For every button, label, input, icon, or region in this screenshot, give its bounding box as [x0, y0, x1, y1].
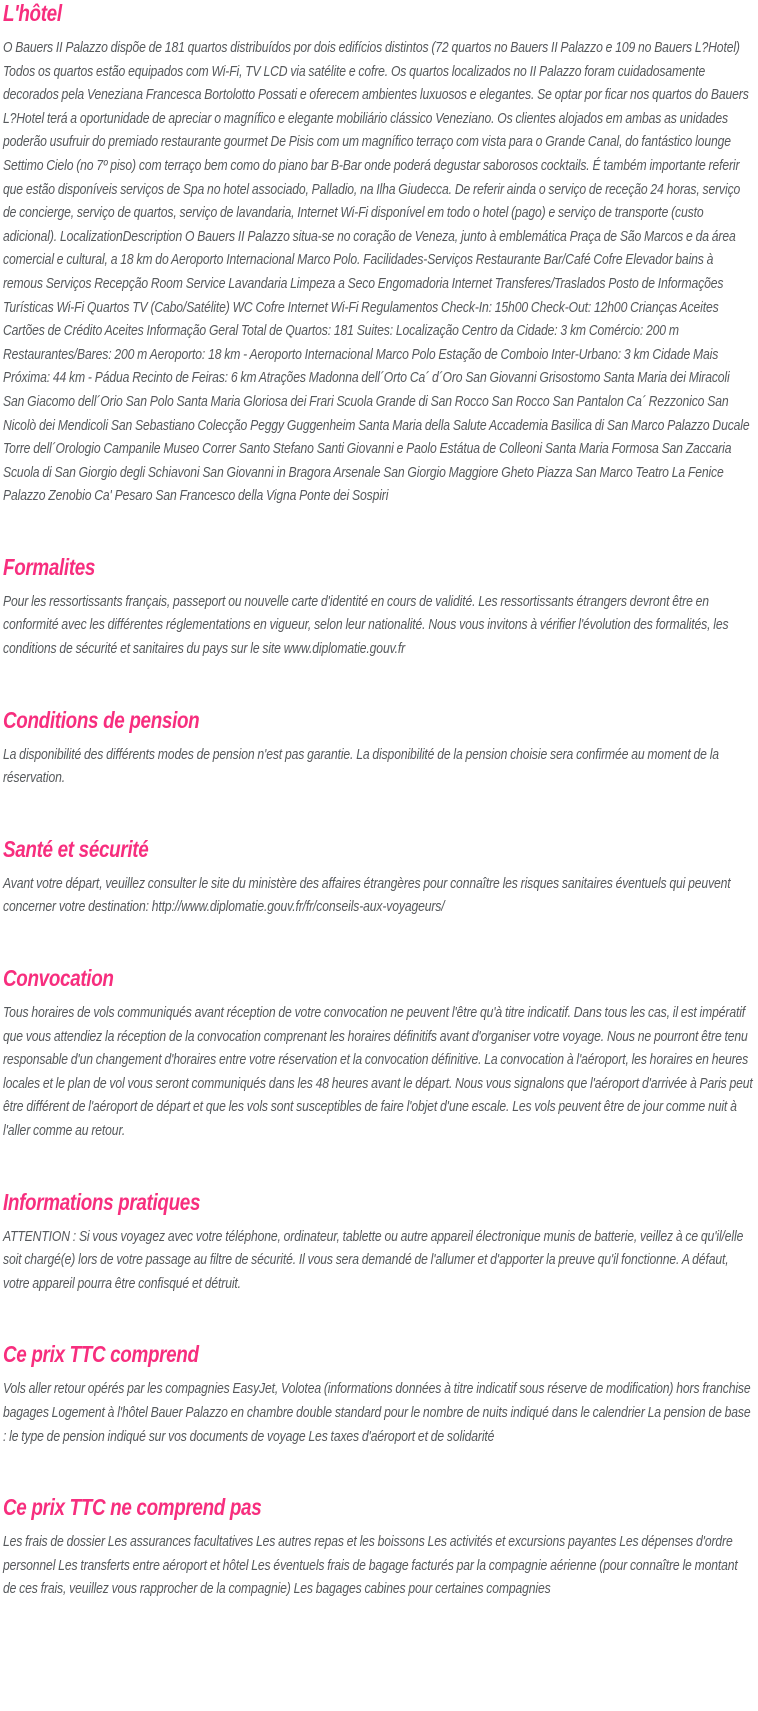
section-heading-hotel: L'hôtel — [3, 0, 62, 26]
section-spacer — [3, 1144, 754, 1189]
section-heading-formalites: Formalites — [3, 553, 96, 580]
section-spacer — [3, 1449, 754, 1494]
section-conditions-de-pension — [3, 707, 754, 791]
section-body-sante-et-securite: Avant votre départ, veuillez consulter le site du ministère des affaires étrangères pour connaître les risques sanitaires éventuels qui peuvent concerner votre destination: http://www.diplomatie.gouv.fr/fr/conseils-aux-voyageurs/ — [3, 875, 731, 916]
section-ce-prix-ttc-ne-comprend-pas — [3, 1494, 754, 1602]
section-body-formalites: Pour les ressortissants français, passeport ou nouvelle carte d'identité en cours de validité. Les ressortissants étrangers devront être en conformité avec les différentes réglementations en vigueur, selon leur nationalité. Nous vous invitons à vérifier l'évolution des formalités, les conditions de sécurité et sanitaires du pays sur le site www.diplomatie.gouv.fr — [3, 593, 729, 658]
section-heading-convocation: Convocation — [3, 965, 114, 992]
section-heading-sante-et-securite: Santé et sécurité — [3, 835, 149, 862]
section-body-conditions-de-pension: La disponibilité des différents modes de pension n'est pas garantie. La disponibilité de la pension choisie sera confirmée au moment de la réservation. — [3, 746, 719, 787]
section-body-convocation: Tous horaires de vols communiqués avant réception de votre convocation ne peuvent l'être qu'à titre indicatif. Dans tous les cas, il est impératif que vous attendiez la réception de la convocation comprenant les horaires définitifs avant d'organiser votre voyage. Nous ne pourront être tenu responsable d'un changement d'horaires entre votre réservation et la convocation définitive. La convocation à l'aéroport, les horaires en heures locales et le plan de vol vous seront communiqués dans les 48 heures avant le départ. Nous vous signalons que l'aéroport d'arrivée à Paris peut être différent de l'aéroport de départ et que les vols sont susceptibles de faire l'objet d'une escale. Les vols peuvent être de jour comme nuit à l'aller comme au retour. — [3, 1005, 753, 1139]
section-formalites — [3, 554, 754, 662]
section-sante-et-securite — [3, 836, 754, 920]
section-heading-ce-prix-ttc-ne-comprend-pas: Ce prix TTC ne comprend pas — [3, 1494, 262, 1521]
section-body-ce-prix-ttc-ne-comprend-pas: Les frais de dossier Les assurances facultatives Les autres repas et les boissons Les activités et excursions payantes Les dépenses d'ordre personnel Les transferts entre aéroport et hôtel Les éventuels frais de bagage facturés par la compagnie aérienne (pour connaître le montant de ces frais, veuillez vous rapprocher de la compagnie) Les bagages cabines pour certaines compagnies — [3, 1534, 738, 1598]
section-hotel — [3, 0, 754, 509]
section-body-hotel: O Bauers II Palazzo dispõe de 181 quartos distribuídos por dois edifícios distintos (72 quartos no Bauers II Palazzo e 109 no Bauers L?Hotel) Todos os quartos estão equipados com Wi-Fi, TV LCD via satélite e cofre. Os quartos localizados no II Palazzo foram cuidadosamente decorados pela Veneziana Francesca Bortolotto Possati e oferecem ambientes luxuosos e elegantes. Se optar por ficar nos quartos do Bauers L?Hotel terá a oportunidade de apreciar o magnífico e elegante mobiliário clássico Veneziano. Os clientes alojados em ambas as unidades poderão usufruir do premiado restaurante gourmet De Pisis com um magnífico terraço com vista para o Grande Canal, do fantástico lounge Settimo Cielo (no 7º piso) com terraço bem como do piano bar B-Bar onde poderá degustar saborosos cocktails. É também importante referir que estão disponíveis serviços de Spa no hotel associado, Palladio, na Ilha Giudecca. De referir ainda o serviço de receção 24 horas, serviço de concierge, serviço de quartos, serviço de lavandaria, Internet Wi-Fi disponível em todo o hotel (pago) e serviço de transporte (custo adicional). LocalizationDescription O Bauers II Palazzo situa-se no coração de Veneza, junto à emblemática Praça de São Marcos e da área comercial e cultural, a 18 km do Aeroporto Internacional Marco Polo. Facilidades-Serviços Restaurante Bar/Café Cofre Elevador bains à remous Serviços Recepção Room Service Lavandaria Limpeza a Seco Engomadoria Internet Transferes/Traslados Posto de Informações Turísticas Wi-Fi Quartos TV (Cabo/Satélite) WC Cofre Internet Wi-Fi Regulamentos Check-In: 15h00 Check-Out: 12h00 Crianças Aceites Cartões de Crédito Aceites Informação Geral Total de Quartos: 181 Suites: Localização Centro da Cidade: 3 km Comércio: 200 m Restaurantes/Bares: 200 m Aeroporto: 18 km - Aeroporto Internacional Marco Polo Estação de Comboio Inter-Urbano: 3 km Cidade Mais Próxima: 44 km - Pádua Recinto de Feiras: 6 km Atrações Madonna dell´Orto Ca´ d´Oro San Giovanni Grisostomo Santa Maria dei Miracoli San Giacomo dell´Orio San Polo Santa Maria Gloriosa dei Frari Scuola Grande di San Rocco San Rocco San Pantalon Ca´ Rezzonico San Nicolò dei Mendicoli San Sebastiano Colecção Peggy Guggenheim Santa Maria della Salute Accademia Basilica di San Marco Palazzo Ducale Torre dell´Orologio Campanile Museo Correr Santo Stefano Santi Giovanni e Paolo Estátua de Colleoni Santa Maria Formosa San Zaccaria Scuola di San Giorgio degli Schiavoni San Giovanni in Bragora Arsenale San Giorgio Maggiore Gheto Piazza San Marco Teatro La Fenice Palazzo Zenobio Ca' Pesaro San Francesco della Vigna Ponte dei Sospiri — [3, 40, 750, 505]
section-spacer — [3, 1296, 754, 1341]
section-spacer — [3, 920, 754, 965]
section-heading-conditions-de-pension: Conditions de pension — [3, 706, 200, 733]
section-spacer — [3, 509, 754, 554]
section-heading-ce-prix-ttc-comprend: Ce prix TTC comprend — [3, 1341, 199, 1368]
section-body-ce-prix-ttc-comprend: Vols aller retour opérés par les compagnies EasyJet, Volotea (informations données à titre indicatif sous réserve de modification) hors franchise bagages Logement à l'hôtel Bauer Palazzo en chambre double standard pour le nombre de nuits indiqué dans le calendrier La pension de base : le type de pension indiqué sur vos documents de voyage Les taxes d'aéroport et de solidarité — [3, 1381, 751, 1445]
section-body-informations-pratiques: ATTENTION : Si vous voyagez avec votre téléphone, ordinateur, tablette ou autre appareil électronique munis de batterie, veillez à ce qu'il/elle soit chargé(e) lors de votre passage au filtre de sécurité. Il vous sera demandé de l'allumer et d'apporter la preuve qu'il fonctionne. A défaut, votre appareil pourra être confisqué et détruit. — [3, 1228, 744, 1292]
section-convocation — [3, 965, 754, 1144]
section-informations-pratiques — [3, 1189, 754, 1297]
section-spacer — [3, 791, 754, 836]
section-heading-informations-pratiques: Informations pratiques — [3, 1188, 201, 1215]
section-ce-prix-ttc-comprend — [3, 1341, 754, 1449]
section-spacer — [3, 662, 754, 707]
